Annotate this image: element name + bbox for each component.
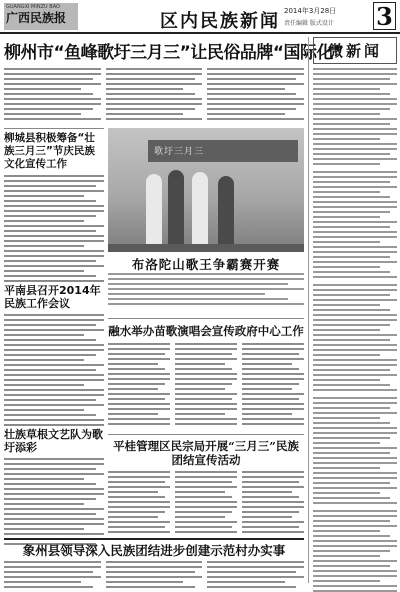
logo-name: 广西民族报: [6, 11, 67, 25]
editor-meta: 责任编辑 版式设计: [284, 20, 334, 27]
article-body: [4, 458, 104, 545]
article-title: 象州县领导深入民族团结进步创建示范村办实事: [22, 543, 286, 558]
sidebar-news-item: [313, 171, 397, 278]
sidebar-news-item: [313, 397, 397, 504]
article-body: [4, 175, 104, 282]
article-pinggui: [108, 434, 304, 534]
article-liucheng: [4, 128, 104, 278]
article-title: 柳城县积极筹备“壮族三月三”节庆民族文化宣传工作: [4, 132, 95, 170]
logo-small-text: GUANGXI MINZU BAO: [6, 4, 60, 10]
section-title: 区内民族新闻: [160, 11, 280, 32]
micro-news-sidebar: [308, 37, 397, 583]
sidebar-news-item: [313, 284, 397, 391]
article-body: [4, 314, 104, 426]
article-title: 融水举办苗歌演唱会宣传政府中心工作: [108, 324, 304, 338]
article-body: [108, 471, 304, 536]
article-pingnan: [4, 280, 104, 420]
article-rongshui: [108, 318, 304, 430]
photo-caption-title: 布洛陀山歌王争霸赛开赛: [131, 257, 281, 272]
article-body: [4, 561, 304, 591]
performer-figure: [192, 172, 208, 246]
photo-caption-body: [108, 273, 304, 313]
page-number: 3: [373, 2, 396, 30]
newspaper-logo: [4, 3, 78, 30]
lead-headline: 柳州市“鱼峰歌圩三月三”让民俗品牌“国际化”: [4, 43, 344, 63]
performer-figure: [146, 174, 162, 246]
stage-floor: [108, 244, 304, 252]
article-grassroots: [4, 424, 104, 534]
article-title: 平南县召开2014年民族工作会议: [4, 284, 101, 310]
article-body: [108, 343, 304, 428]
news-photo: [108, 128, 304, 252]
issue-date: 2014年3月28日: [284, 7, 337, 15]
performer-figure: [168, 170, 184, 246]
masthead: [0, 0, 400, 34]
article-title: 平桂管理区民宗局开展“三月三”民族团结宣传活动: [113, 439, 299, 467]
sidebar-news-item: [313, 510, 397, 592]
performer-figure: [218, 176, 234, 246]
sidebar-title: 微新闻: [313, 37, 397, 64]
article-title: 壮族草根文艺队为歌圩添彩: [4, 428, 103, 454]
lead-article-body: [4, 68, 304, 126]
article-xiangzhou: [4, 538, 304, 588]
sidebar-news-item: [313, 68, 397, 165]
stage-banner-text: 歌圩三月三: [154, 147, 205, 157]
